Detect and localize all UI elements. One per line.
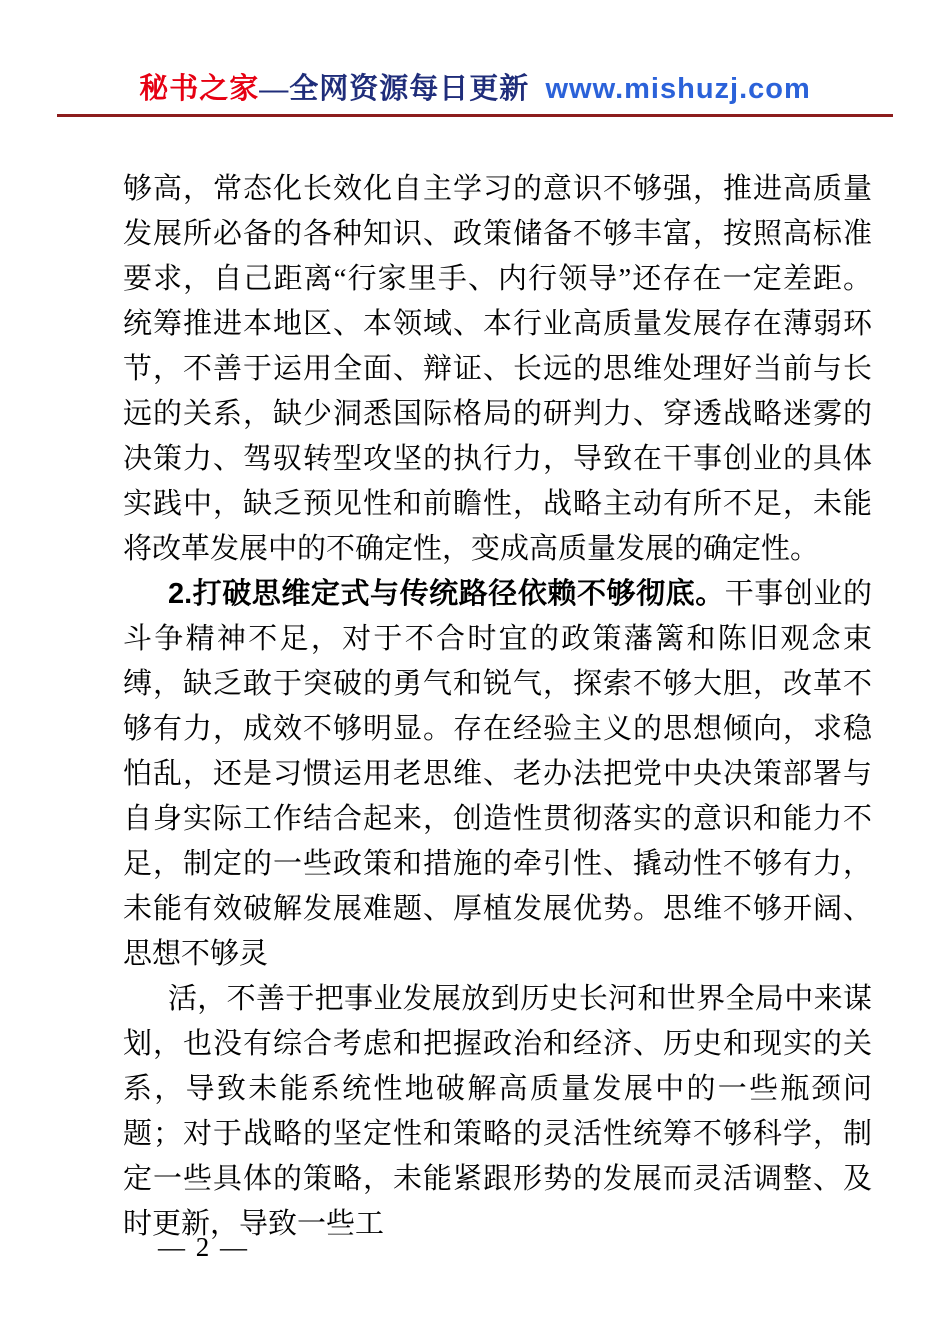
paragraph-section-2 — [123, 572, 872, 977]
site-url-link[interactable]: www.mishuzj.com — [545, 73, 811, 105]
paragraph-text: 活，不善于把事业发展放到历史长河和世界全局中来谋划，也没有综合考虑和把握政治和经济、历史和现实的关系，导致未能系统性地破解高质量发展中的一些瓶颈问题；对于战略的坚定性和策略的灵活性统筹不够科学，制定一些具体的策略，未能紧跟形势的发展而灵活调整、及时更新，导致一些工 — [123, 983, 872, 1240]
paragraph-continuation — [123, 167, 872, 572]
page-number: — 2 — — [158, 1232, 249, 1262]
page-footer — [158, 1232, 249, 1263]
site-tagline: —全网资源每日更新 — [259, 73, 530, 105]
paragraph-heading: 2.打破思维定式与传统路径依赖不够彻底。 — [167, 578, 725, 610]
paragraph-text: 干事创业的斗争精神不足，对于不合时宜的政策藩篱和陈旧观念束缚，缺乏敢于突破的勇气和锐气，探索不够大胆，改革不够有力，成效不够明显。存在经验主义的思想倾向，求稳怕乱，还是习惯运用老思维、老办法把党中央决策部署与自身实际工作结合起来，创造性贯彻落实的意识和能力不足，制定的一些政策和措施的牵引性、撬动性不够有力，未能有效破解发展难题、厚植发展优势。思维不够开阔、思想不够灵 — [123, 578, 872, 970]
header-divider — [57, 114, 893, 117]
page-header — [0, 66, 950, 107]
document-body — [123, 167, 872, 1247]
site-brand: 秘书之家 — [139, 73, 260, 105]
paragraph — [123, 977, 872, 1247]
paragraph-text: 够高，常态化长效化自主学习的意识不够强，推进高质量发展所必备的各种知识、政策储备不够丰富，按照高标准要求，自己距离“行家里手、内行领导”还存在一定差距。统筹推进本地区、本领域、本行业高质量发展存在薄弱环节，不善于运用全面、辩证、长远的思维处理好当前与长远的关系，缺少洞悉国际格局的研判力、穿透战略迷雾的决策力、驾驭转型攻坚的执行力，导致在干事创业的具体实践中，缺乏预见性和前瞻性，战略主动有所不足，未能将改革发展中的不确定性，变成高质量发展的确定性。 — [123, 173, 872, 565]
